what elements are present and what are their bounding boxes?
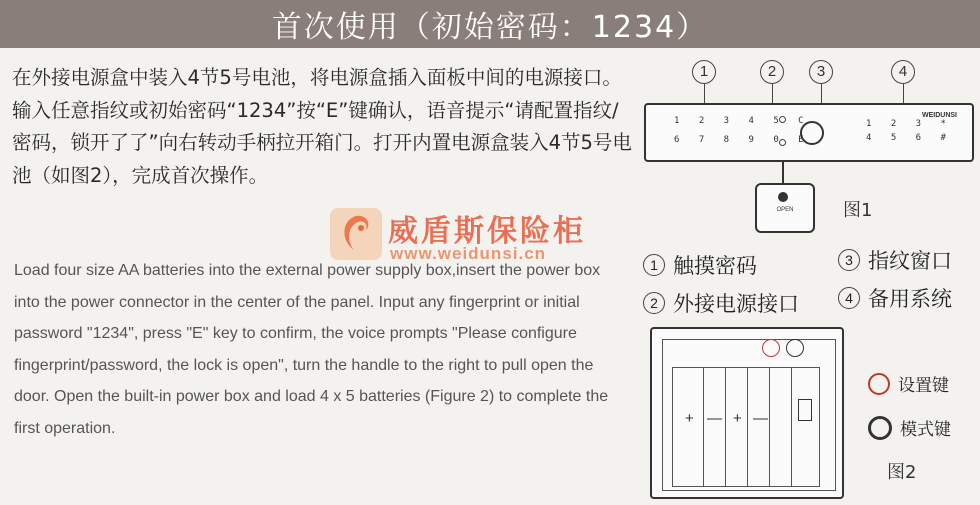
battery-divider [725, 368, 726, 486]
page-title: 首次使用（初始密码：1234） [271, 10, 709, 45]
power-port-icon [779, 139, 786, 146]
power-box-button-icon [778, 192, 788, 202]
external-power-box [755, 183, 815, 233]
lock-panel-figure [644, 103, 974, 162]
battery-sign: + [685, 410, 694, 427]
power-cable [782, 161, 784, 183]
callout-1: 1 [692, 60, 716, 84]
legend-item-2 [643, 288, 799, 318]
watermark-name: 威盾斯保险柜 [388, 214, 586, 249]
battery-sign: — [707, 410, 722, 427]
mode-key-label: 模式键 [900, 420, 951, 440]
backup-keypad-row-2: 4 5 6 # [866, 133, 953, 143]
mode-key-legend [868, 415, 951, 440]
legend-number: 2 [643, 292, 665, 314]
battery-divider [747, 368, 748, 486]
title-bar [0, 0, 980, 48]
watermark-logo [328, 206, 384, 262]
figure-2-caption: 图2 [887, 462, 917, 483]
panel-brand: WEIDUNSI [922, 112, 957, 119]
backup-keypad-row-1: 1 2 3 * [866, 119, 953, 129]
legend-label: 触摸密码 [673, 254, 757, 278]
settings-key-label: 设置键 [898, 376, 949, 396]
settings-key-icon [762, 339, 780, 357]
legend-item-1 [643, 250, 757, 280]
power-port-indicator [779, 116, 786, 123]
legend-item-4 [838, 283, 952, 313]
battery-divider [769, 368, 770, 486]
figure-1-caption: 图1 [843, 200, 873, 221]
settings-key-legend [868, 371, 949, 396]
watermark-url: www.weidunsi.cn [390, 244, 547, 263]
legend-number: 4 [838, 287, 860, 309]
power-box-label: OPEN [776, 207, 794, 213]
callout-3: 3 [809, 60, 833, 84]
legend-number: 1 [643, 254, 665, 276]
legend-item-3 [838, 245, 952, 275]
fingerprint-window-icon [800, 121, 824, 145]
battery-sign: — [753, 410, 768, 427]
callout-2: 2 [760, 60, 784, 84]
keypad-row-2: 6 7 8 9 0 E [674, 135, 811, 145]
battery-box-latch [798, 399, 812, 421]
mode-key-icon [868, 416, 892, 440]
watermark [328, 206, 598, 264]
legend-label: 备用系统 [868, 287, 952, 311]
mode-key-icon [786, 339, 804, 357]
legend-number: 3 [838, 249, 860, 271]
battery-compartment [672, 367, 820, 487]
battery-sign: + [733, 410, 742, 427]
battery-divider [703, 368, 704, 486]
keypad-row-1: 1 2 3 4 5 C [674, 116, 811, 126]
legend-label: 外接电源接口 [673, 292, 799, 316]
instructions-english: Load four size AA batteries into the external power supply box,insert the power box into the power connector in the center of the panel. Input any fingerprint or initial password "1234", press "E" key to confirm, the voice prompts "Please configure fingerprint/password, the lock is open", turn the handle to the right to pull open the door. Open the built-in power box and load 4 x 5 batteries (Figure 2) to complete the first operation. [14, 262, 609, 437]
figure-2-safe-interior [650, 327, 844, 499]
battery-divider [791, 368, 792, 486]
settings-key-icon [868, 373, 890, 395]
instructions-chinese: 在外接电源盒中装入4节5号电池，将电源盒插入面板中间的电源接口。输入任意指纹或初始密码“1234”按“E”键确认，语音提示“请配置指纹/密码，锁开了了”向右转动手柄拉开箱门。打开内置电源盒装入4节5号电池（如图2），完成首次操作。 [12, 66, 632, 187]
legend-label: 指纹窗口 [868, 249, 952, 273]
callout-4: 4 [891, 60, 915, 84]
